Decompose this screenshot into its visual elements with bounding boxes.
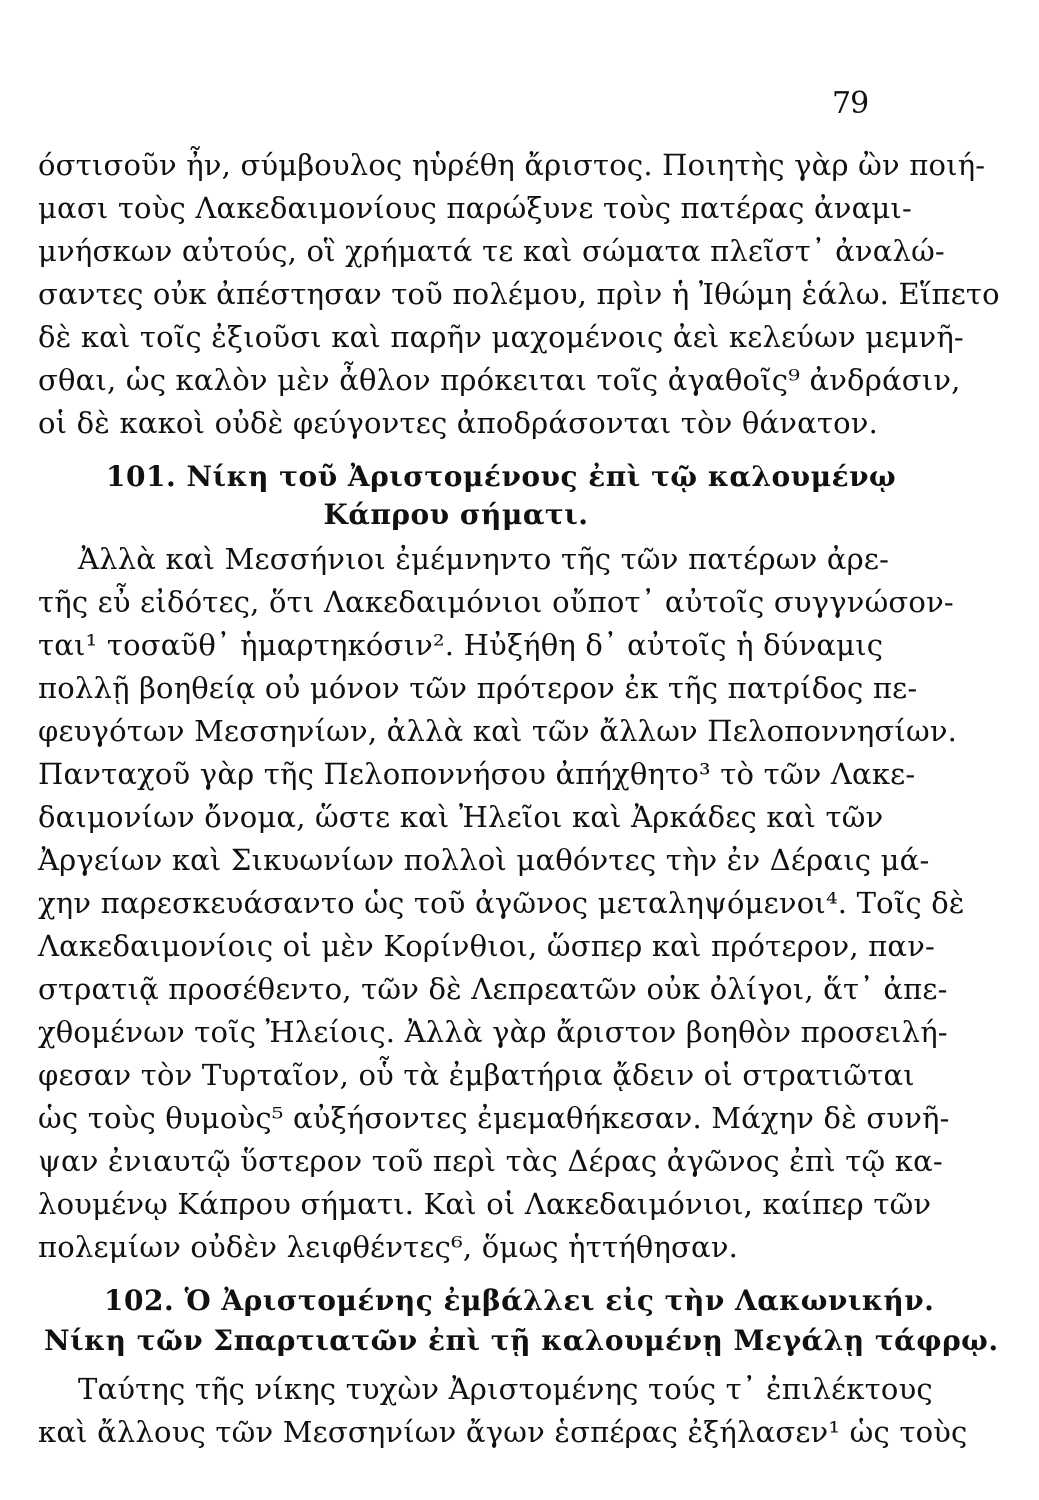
text-line: τῆς εὖ εἰδότες, ὅτι Λακεδαιμόνιοι οὔποτ᾽ αὐτοῖς συγγνώσον- [38, 585, 954, 619]
text-line: μασι τοὺς Λακεδαιμονίους παρώξυνε τοὺς πατέρας ἀναμι- [38, 191, 912, 225]
text-line: Ταύτης τῆς νίκης τυχὼν Ἀριστομένης τούς τ᾽ ἐπιλέκτους [78, 1372, 933, 1406]
text-line: πολλῇ βοηθείᾳ οὐ μόνον τῶν πρότερον ἐκ τῆς πατρίδος πε- [38, 671, 918, 705]
text-line: Πανταχοῦ γὰρ τῆς Πελοποννήσου ἀπήχθητο³ τὸ τῶν Λακε- [38, 757, 916, 791]
section-102-heading-line-2: Νίκη τῶν Σπαρτιατῶν ἐπὶ τῇ καλουμένῃ Μεγάλῃ τάφρῳ. [44, 1324, 999, 1357]
text-line: οἱ δὲ κακοὶ οὐδὲ φεύγοντες ἀποδράσονται τὸν θάνατον. [38, 406, 879, 440]
text-line: ὡς τοὺς θυμοὺς⁵ αὐξήσοντες ἐμεμαθήκεσαν. Μάχην δὲ συνῆ- [38, 1101, 950, 1135]
text-line: στρατιᾷ προσέθεντο, τῶν δὲ Λεπρεατῶν οὐκ ὀλίγοι, ἅτ᾽ ἀπε- [38, 972, 948, 1006]
text-line: πολεμίων οὐδὲν λειφθέντες⁶, ὅμως ἡττήθησαν. [38, 1230, 739, 1264]
text-line: χθομένων τοῖς Ἠλείοις. Ἀλλὰ γὰρ ἄριστον βοηθὸν προσειλή- [38, 1015, 948, 1049]
text-line: μνήσκων αὐτούς, οἳ χρήματά τε καὶ σώματα πλεῖστ᾽ ἀναλώ- [38, 234, 945, 268]
text-line: σθαι, ὡς καλὸν μὲν ἆθλον πρόκειται τοῖς ἀγαθοῖς⁹ ἀνδράσιν, [38, 363, 961, 397]
text-line: δὲ καὶ τοῖς ἐξιοῦσι καὶ παρῆν μαχομένοις ἀεὶ κελεύων μεμνῆ- [38, 320, 964, 354]
text-line: λουμένῳ Κάπρου σήματι. Καὶ οἱ Λακεδαιμόνιοι, καίπερ τῶν [38, 1187, 932, 1221]
section-102-heading-line-1: 102. Ὁ Ἀριστομένης ἐμβάλλει εἰς τὴν Λακωνικήν. [104, 1284, 935, 1317]
text-line: φευγότων Μεσσηνίων, ἀλλὰ καὶ τῶν ἄλλων Πελοποννησίων. [38, 714, 958, 748]
text-line: φεσαν τὸν Τυρταῖον, οὗ τὰ ἐμβατήρια ᾄδειν οἱ στρατιῶται [38, 1058, 915, 1092]
text-line: ψαν ἐνιαυτῷ ὕστερον τοῦ περὶ τὰς Δέρας ἀγῶνος ἐπὶ τῷ κα- [38, 1144, 943, 1178]
section-101-heading-line-1: 101. Νίκη τοῦ Ἀριστομένους ἐπὶ τῷ καλουμένῳ [106, 460, 897, 493]
text-line: ται¹ τοσαῦθ᾽ ἡμαρτηκόσιν². Ηὐξήθη δ᾽ αὐτοῖς ἡ δύναμις [38, 628, 884, 662]
text-line: Ἀλλὰ καὶ Μεσσήνιοι ἐμέμνηντο τῆς τῶν πατέρων ἀρε- [78, 542, 890, 576]
text-line: Ἀργείων καὶ Σικυωνίων πολλοὶ μαθόντες τὴν ἐν Δέραις μά- [38, 843, 930, 877]
text-line: χην παρεσκευάσαντο ὡς τοῦ ἀγῶνος μεταληψόμενοι⁴. Τοῖς δὲ [38, 886, 965, 920]
text-line: καὶ ἄλλους τῶν Μεσσηνίων ἄγων ἑσπέρας ἐξήλασεν¹ ὡς τοὺς [38, 1415, 968, 1449]
text-line: σαντες οὐκ ἀπέστησαν τοῦ πολέμου, πρὶν ἡ Ἰθώμη ἑάλω. Εἵπετο [38, 277, 1000, 311]
section-101-heading-line-2: Κάπρου σήματι. [323, 498, 589, 531]
text-line: δαιμονίων ὄνομα, ὥστε καὶ Ἠλεῖοι καὶ Ἀρκάδες καὶ τῶν [38, 800, 884, 834]
text-line: όστισοῦν ἦν, σύμβουλος ηὑρέθη ἄριστος. Ποιητὴς γὰρ ὢν ποιή- [38, 148, 986, 182]
text-line: Λακεδαιμονίοις οἱ μὲν Κορίνθιοι, ὥσπερ καὶ πρότερον, παν- [38, 929, 936, 963]
page-number: 79 [832, 86, 869, 121]
